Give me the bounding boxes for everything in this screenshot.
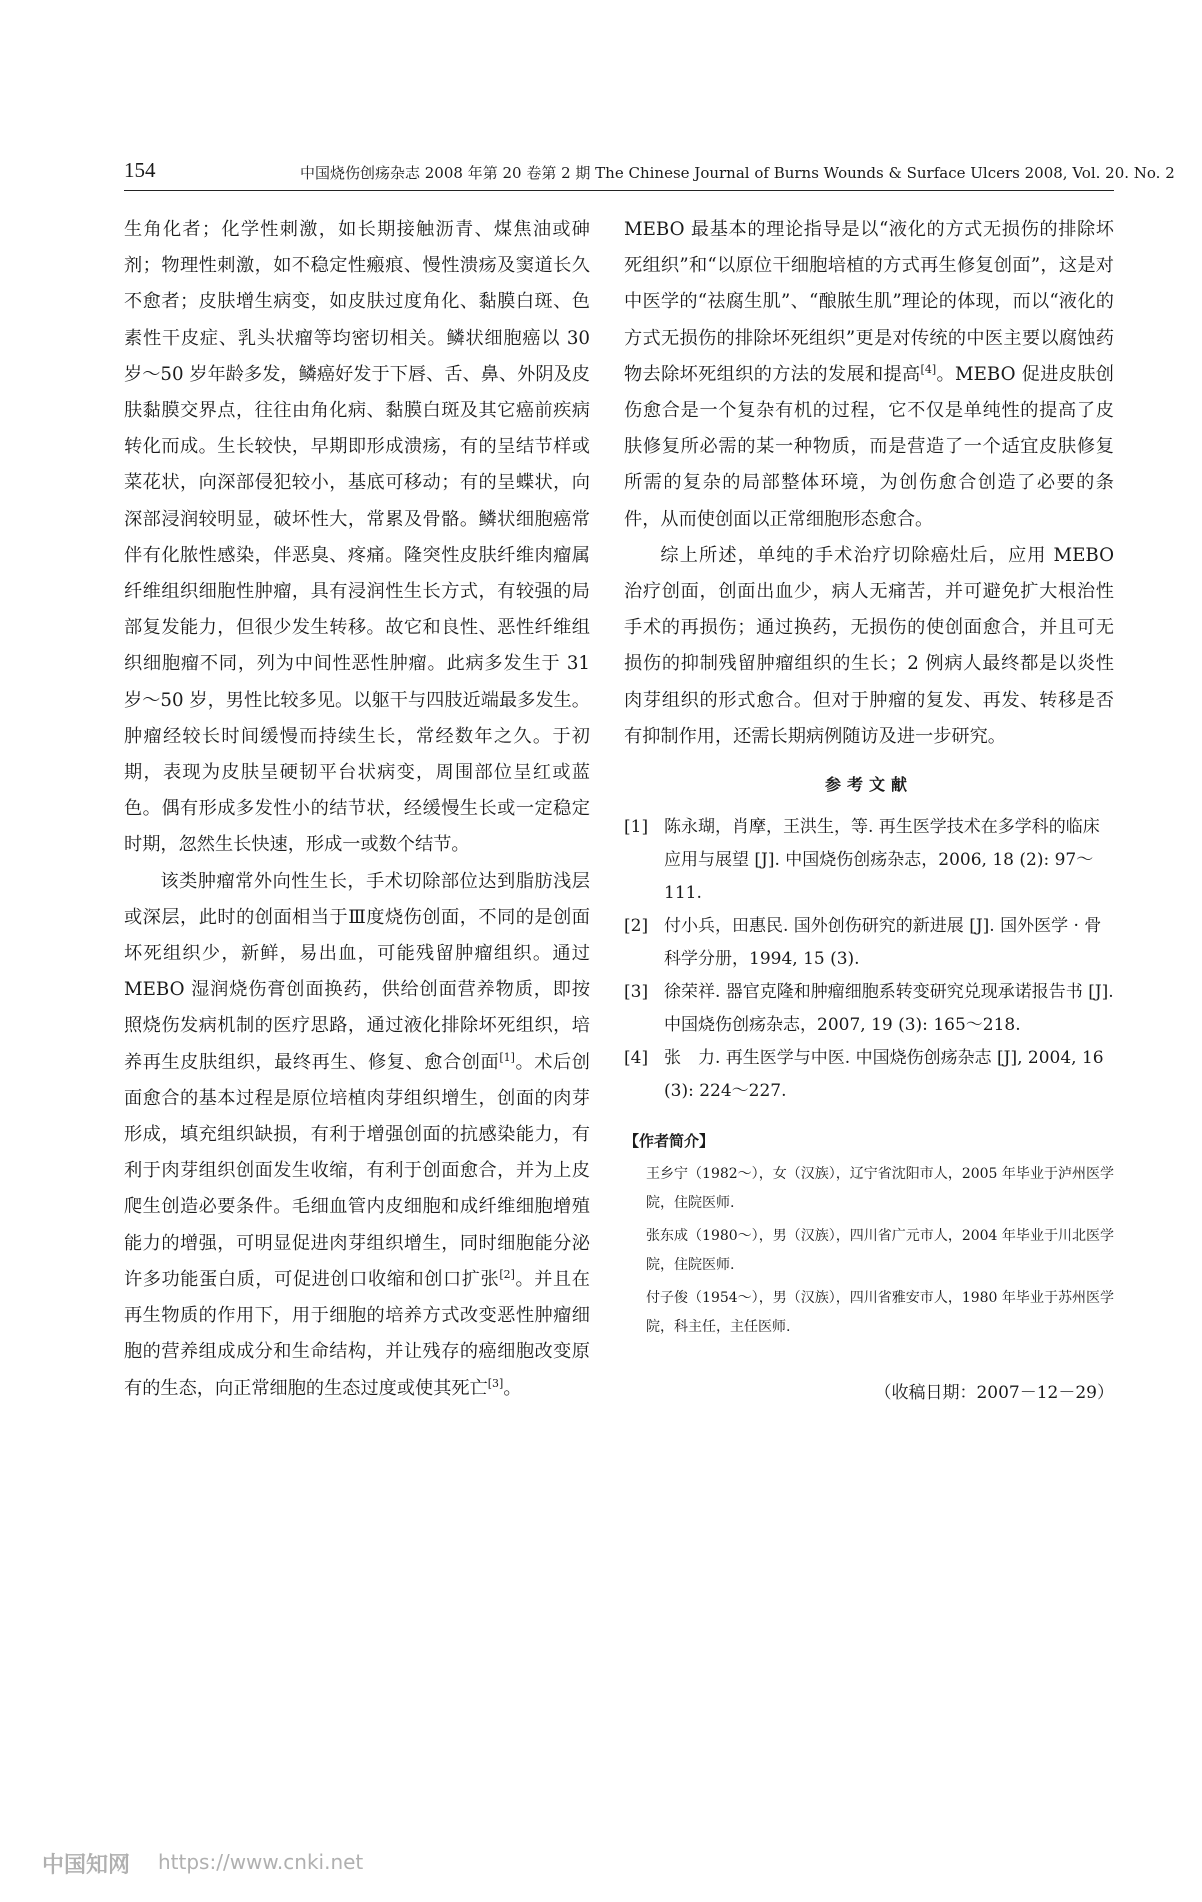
paragraph-text: MEBO 最基本的理论指导是以“液化的方式无损伤的排除坏死组织”和“以原位干细胞培植的方式再生修复创面”，这是对中医学的“祛腐生肌”、“酿脓生肌”理论的体现，而以“液化的方式无损伤的排除坏死组织”更是对传统的中医主要以腐蚀药物去除坏死组织的方法的发展和提高 <box>624 219 1114 385</box>
citation-ref: [1] <box>499 1050 515 1064</box>
author-entry: 张东成（1980～），男（汉族），四川省广元市人，2004 年毕业于川北医学院，住院医师. <box>646 1228 1114 1274</box>
reference-number: [1] <box>624 817 649 838</box>
cnki-url[interactable]: https://www.cnki.net <box>158 1850 364 1874</box>
running-header: 中国烧伤创疡杂志 2008 年第 20 卷第 2 期 The Chinese Journal of Burns Wounds & Surface Ulcers 2008, Vol. 20. No. 2 <box>300 164 1175 182</box>
author-entry: 王乡宁（1982～），女（汉族），辽宁省沈阳市人，2005 年毕业于泸州医学院，住院医师. <box>646 1166 1114 1212</box>
page-number: 154 <box>124 158 156 182</box>
body-paragraph <box>124 864 590 1407</box>
received-date: （收稿日期：2007－12－29） <box>874 1383 1114 1404</box>
paragraph-text: 。MEBO 促进皮肤创伤愈合是一个复杂有机的过程，它不仅是单纯性的提高了皮肤修复所必需的某一种物质，而是营造了一个适宜皮肤修复所需的复杂的局部整体环境，为创伤愈合创造了必要的条件，从而使创面以正常细胞形态愈合。 <box>624 363 1114 530</box>
reference-item <box>624 910 1114 976</box>
reference-number: [3] <box>624 982 649 1003</box>
reference-text: 张 力. 再生医学与中医. 中国烧伤创疡杂志 [J], 2004, 16 (3): 224～227. <box>664 1048 1104 1102</box>
reference-number: [4] <box>624 1048 649 1069</box>
paragraph-text: 。术后创面愈合的基本过程是原位培植肉芽组织增生，创面的肉芽形成，填充组织缺损，有利于增强创面的抗感染能力，有利于肉芽组织创面发生收缩，有利于创面愈合，并为上皮爬生创造必要条件。毛细血管内皮细胞和成纤维细胞增殖能力的增强，可明显促进肉芽组织增生，同时细胞能分泌许多功能蛋白质，可促进创口收缩和创口扩张 <box>124 1051 590 1290</box>
right-column <box>624 212 1114 1408</box>
citation-ref: [3] <box>487 1376 504 1390</box>
author-info-heading: 【作者简介】 <box>624 1132 715 1151</box>
citation-ref: [4] <box>920 362 937 376</box>
references-heading: 参考文献 <box>824 775 913 795</box>
header-divider <box>124 190 1114 191</box>
body-paragraph: 生角化者；化学性刺激，如长期接触沥青、煤焦油或砷剂；物理性刺激，如不稳定性瘢痕、慢性溃疡及窦道长久不愈者；皮肤增生病变，如皮肤过度角化、黏膜白斑、色素性干皮症、乳头状瘤等均密切相关。鳞状细胞癌以 30 岁～50 岁年龄多发，鳞癌好发于下唇、舌、鼻、外阴及皮肤黏膜交界点，往往由角化病、黏膜白斑及其它癌前疾病转化而成。生长较快，早期即形成溃疡，有的呈结节样或菜花状，向深部侵犯较小，基底可移动；有的呈蝶状，向深部浸润较明显，破坏性大，常累及骨骼。鳞状细胞癌常伴有化脓性感染，伴恶臭、疼痛。隆突性皮肤纤维肉瘤属纤维组织细胞性肿瘤，具有浸润性生长方式，有较强的局部复发能力，但很少发生转移。故它和良性、恶性纤维组织细胞瘤不同，列为中间性恶性肿瘤。此病多发生于 31 岁～50 岁，男性比较多见。以躯干与四肢近端最多发生。肿瘤经较长时间缓慢而持续生长，常经数年之久。于初期，表现为皮肤呈硬韧平台状病变，周围部位呈红或蓝色。偶有形成多发性小的结节状，经缓慢生长或一定稳定时期，忽然生长快速，形成一或数个结节。 <box>124 219 590 856</box>
reference-text: 徐荣祥. 器官克隆和肿瘤细胞系转变研究兑现承诺报告书 [J]. 中国烧伤创疡杂志，2007, 19 (3): 165～218. <box>664 982 1114 1036</box>
reference-item <box>624 811 1114 910</box>
left-column <box>124 212 590 1407</box>
reference-list <box>624 811 1114 1108</box>
paragraph-text: 。并且在再生物质的作用下，用于细胞的培养方式改变恶性肿瘤细胞的营养组成成分和生命结构，并让残存的癌细胞改变原有的生态，向正常细胞的生态过度或使其死亡 <box>124 1268 590 1399</box>
reference-number: [2] <box>624 916 649 937</box>
paragraph-text: 。 <box>503 1377 522 1399</box>
reference-text: 付小兵，田惠民. 国外创伤研究的新进展 [J]. 国外医学 · 骨科学分册，1994, 15 (3). <box>664 916 1102 970</box>
paragraph-text: 该类肿瘤常外向性生长，手术切除部位达到脂肪浅层或深层，此时的创面相当于Ⅲ度烧伤创面，不同的是创面坏死组织少，新鲜，易出血，可能残留肿瘤组织。通过 MEBO 湿润烧伤膏创面换药，供给创面营养物质，即按照烧伤发病机制的医疗思路，通过液化排除坏死组织，培养再生皮肤组织，最终再生、修复、愈合创面 <box>124 870 590 1073</box>
reference-item <box>624 976 1114 1042</box>
cnki-logo: 中国知网 <box>42 1853 131 1878</box>
body-paragraph: 综上所述，单纯的手术治疗切除癌灶后，应用 MEBO 治疗创面，创面出血少，病人无痛苦，并可避免扩大根治性手术的再损伤；通过换药，无损伤的使创面愈合，并且可无损伤的抑制残留肿瘤组织的生长；2 例病人最终都是以炎性肉芽组织的形式愈合。但对于肿瘤的复发、再发、转移是否有抑制作用，还需长期病例随访及进一步研究。 <box>624 544 1114 747</box>
reference-text: 陈永瑚，肖摩，王洪生，等. 再生医学技术在多学科的临床应用与展望 [J]. 中国烧伤创疡杂志，2006, 18 (2): 97～111. <box>664 817 1100 904</box>
reference-item <box>624 1042 1114 1108</box>
citation-ref: [2] <box>499 1267 515 1281</box>
author-entry: 付子俊（1954～），男（汉族），四川省雅安市人，1980 年毕业于苏州医学院，科主任，主任医师. <box>646 1290 1114 1336</box>
body-paragraph <box>624 212 1114 538</box>
